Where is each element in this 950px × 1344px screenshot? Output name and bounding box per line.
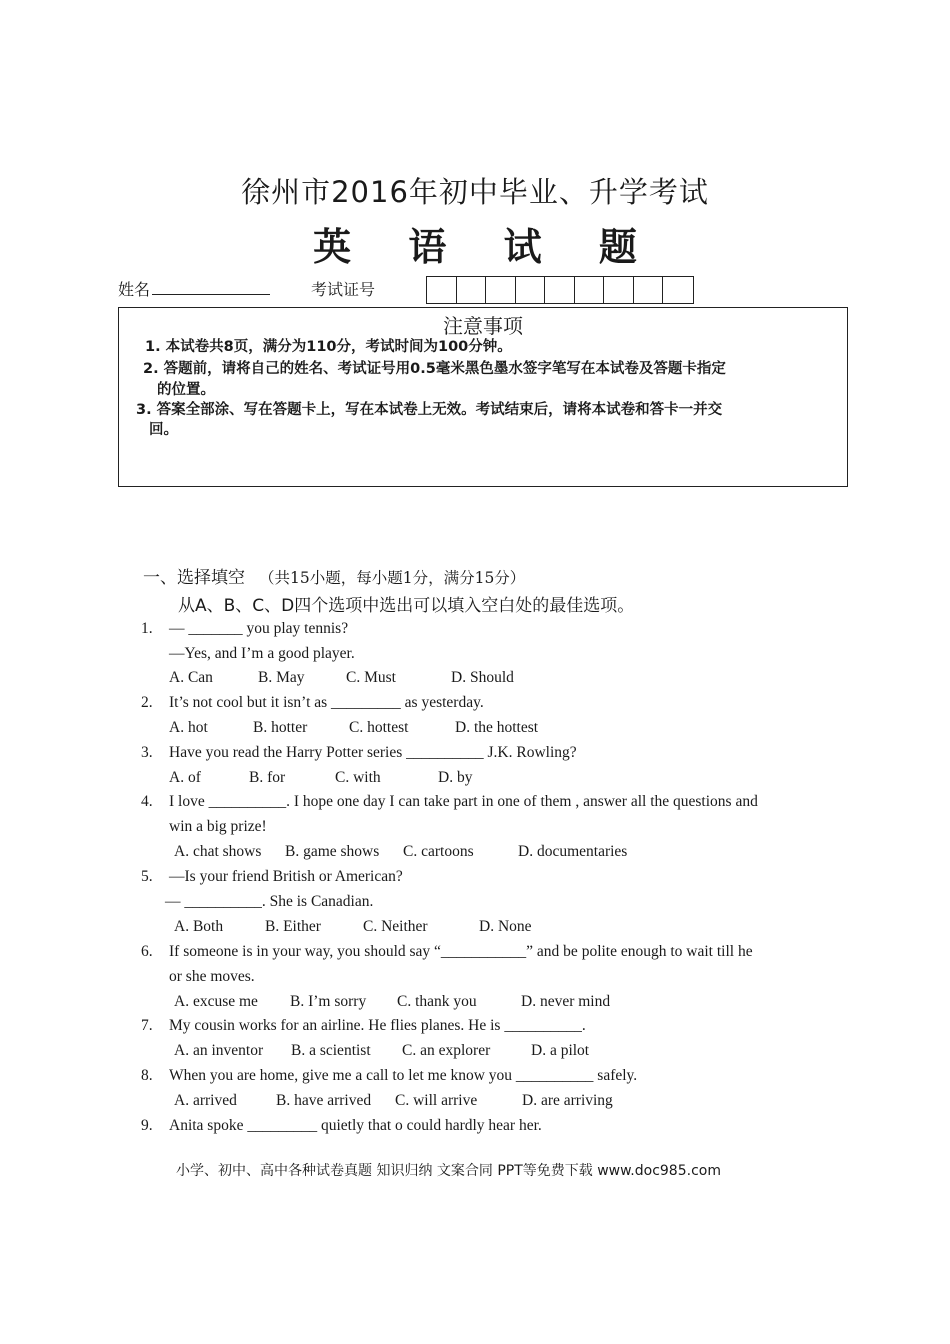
- question-text: —Yes, and I’m a good player.: [169, 645, 355, 662]
- option-a[interactable]: A. chat shows: [174, 843, 262, 860]
- option-a[interactable]: A. hot: [169, 719, 208, 736]
- exam-title: 徐州市2016年初中毕业、升学考试: [241, 175, 709, 209]
- option-d[interactable]: D. never mind: [521, 993, 611, 1010]
- question-text: I love __________. I hope one day I can take part in one of them , answer all the questions and: [169, 793, 758, 810]
- page-footer: 小学、初中、高中各种试卷真题 知识归纳 文案合同 PPT等免费下载 www.doc985.com: [176, 1163, 721, 1179]
- notice-title: 注意事项: [443, 314, 523, 338]
- question-number: 6.: [141, 943, 153, 960]
- id-digit-box[interactable]: [457, 277, 487, 303]
- id-digit-box[interactable]: [545, 277, 575, 303]
- notice-box: [118, 307, 848, 487]
- notice-item: 1. 本试卷共8页，满分为110分，考试时间为100分钟。: [145, 339, 512, 355]
- option-b[interactable]: B. game shows: [285, 843, 380, 860]
- id-digit-box[interactable]: [575, 277, 605, 303]
- option-b[interactable]: B. Either: [265, 918, 321, 935]
- option-c[interactable]: C. will arrive: [395, 1092, 478, 1109]
- option-d[interactable]: D. are arriving: [522, 1092, 613, 1109]
- option-c[interactable]: C. cartoons: [403, 843, 474, 860]
- option-b[interactable]: B. for: [249, 769, 286, 786]
- question-number: 3.: [141, 744, 153, 761]
- exam-id-boxes[interactable]: [426, 276, 694, 304]
- option-b[interactable]: B. I’m sorry: [290, 993, 367, 1010]
- question-text: — _______ you play tennis?: [169, 620, 349, 637]
- id-digit-box[interactable]: [634, 277, 664, 303]
- question-text: If someone is in your way, you should say “___________” and be polite enough to wait till he: [169, 943, 753, 960]
- notice-item: 3. 答案全部涂、写在答题卡上，写在本试卷上无效。考试结束后，请将本试卷和答卡一并交: [136, 402, 723, 418]
- option-b[interactable]: B. May: [258, 669, 305, 686]
- question-text: Anita spoke _________ quietly that o could hardly hear her.: [169, 1117, 542, 1134]
- option-d[interactable]: D. None: [479, 918, 532, 935]
- option-c[interactable]: C. hottest: [349, 719, 409, 736]
- option-d[interactable]: D. documentaries: [518, 843, 628, 860]
- id-digit-box[interactable]: [486, 277, 516, 303]
- question-text: —Is your friend British or American?: [169, 868, 403, 885]
- question-number: 9.: [141, 1117, 153, 1134]
- option-c[interactable]: C. with: [335, 769, 381, 786]
- subject-title: 英 语 试 题: [313, 225, 659, 269]
- option-b[interactable]: B. have arrived: [276, 1092, 372, 1109]
- option-d[interactable]: D. the hottest: [455, 719, 539, 736]
- question-number: 8.: [141, 1067, 153, 1084]
- option-d[interactable]: D. Should: [451, 669, 514, 686]
- option-d[interactable]: D. by: [438, 769, 473, 786]
- option-c[interactable]: C. thank you: [397, 993, 477, 1010]
- question-number: 7.: [141, 1017, 153, 1034]
- option-c[interactable]: C. an explorer: [402, 1042, 491, 1059]
- section-instruction: 从A、B、C、D四个选项中选出可以填入空白处的最佳选项。: [178, 596, 635, 616]
- question-text: My cousin works for an airline. He flies planes. He is __________.: [169, 1017, 586, 1034]
- option-d[interactable]: D. a pilot: [531, 1042, 590, 1059]
- notice-item: 的位置。: [157, 382, 215, 398]
- question-text: When you are home, give me a call to let me know you __________ safely.: [169, 1067, 638, 1084]
- option-a[interactable]: A. Both: [174, 918, 224, 935]
- question-text: — __________. She is Canadian.: [165, 893, 374, 910]
- question-text: It’s not cool but it isn’t as _________ as yesterday.: [169, 694, 484, 711]
- option-c[interactable]: C. Must: [346, 669, 396, 686]
- question-number: 4.: [141, 793, 153, 810]
- question-number: 1.: [141, 620, 153, 637]
- section-heading: [143, 563, 525, 588]
- id-digit-box[interactable]: [427, 277, 457, 303]
- id-digit-box[interactable]: [516, 277, 546, 303]
- option-a[interactable]: A. Can: [169, 669, 213, 686]
- option-b[interactable]: B. hotter: [253, 719, 308, 736]
- option-a[interactable]: A. arrived: [174, 1092, 237, 1109]
- question-number: 5.: [141, 868, 153, 885]
- option-a[interactable]: A. excuse me: [174, 993, 258, 1010]
- name-label: 姓名: [118, 280, 151, 299]
- section-subtitle: （共15小题，每小题1分，满分15分）: [259, 569, 526, 587]
- question-text: or she moves.: [169, 968, 255, 985]
- option-b[interactable]: B. a scientist: [291, 1042, 371, 1059]
- question-number: 2.: [141, 694, 153, 711]
- notice-item: 回。: [149, 422, 178, 438]
- id-digit-box[interactable]: [663, 277, 693, 303]
- section-title: 一、选择填空: [143, 568, 245, 588]
- id-digit-box[interactable]: [604, 277, 634, 303]
- name-blank[interactable]: [152, 278, 270, 295]
- exam-id-label: 考试证号: [311, 280, 376, 299]
- notice-item: 2. 答题前，请将自己的姓名、考试证号用0.5毫米黑色墨水签字笔写在本试卷及答题卡指定: [143, 361, 726, 377]
- question-text: Have you read the Harry Potter series __________ J.K. Rowling?: [169, 744, 577, 761]
- name-field: [118, 277, 270, 300]
- question-text: win a big prize!: [169, 818, 267, 835]
- option-a[interactable]: A. of: [169, 769, 201, 786]
- option-c[interactable]: C. Neither: [363, 918, 428, 935]
- option-a[interactable]: A. an inventor: [174, 1042, 264, 1059]
